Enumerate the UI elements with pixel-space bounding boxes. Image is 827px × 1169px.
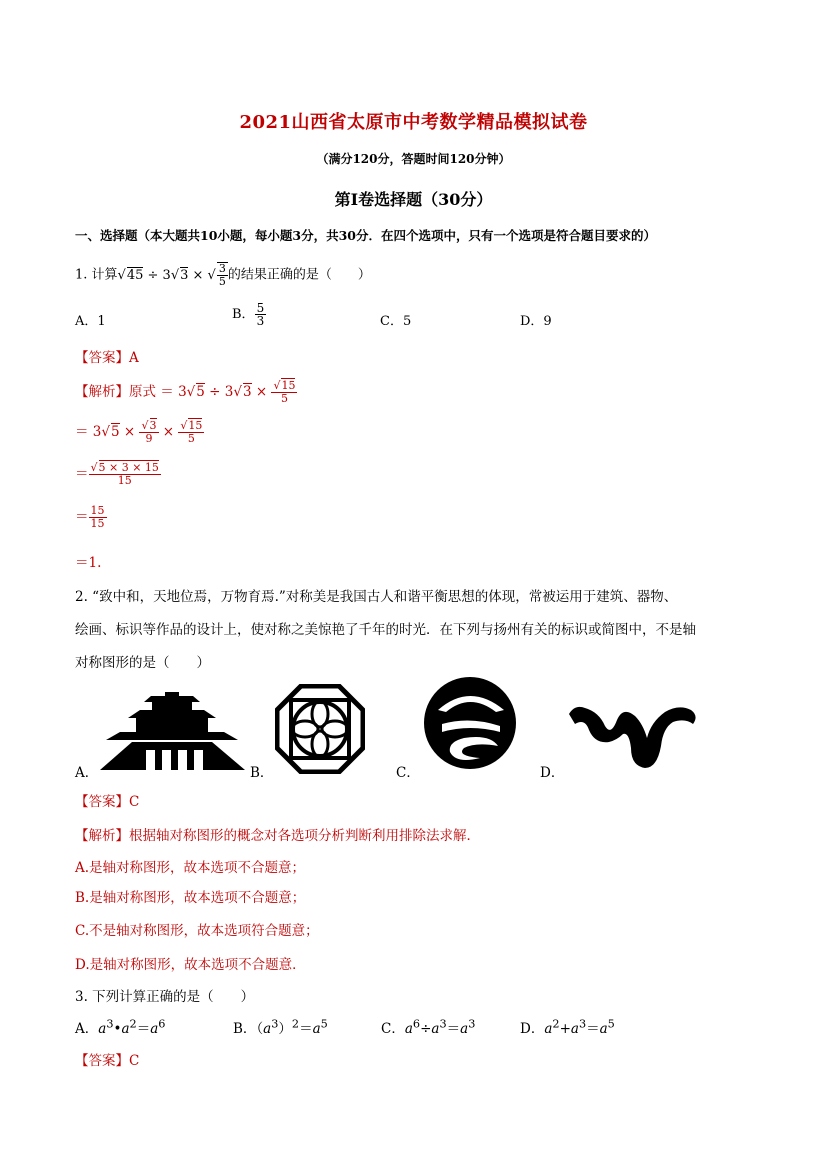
q1-answer: 【答案】A	[75, 350, 139, 366]
part-heading: 一、选择题（本大题共10小题，每小题3分，共30分．在四个选项中，只有一个选项是符合题目要求的）	[75, 228, 656, 243]
q2-option-c: C．	[396, 765, 420, 781]
section-heading: 第I卷选择题（30分）	[334, 190, 493, 209]
q2-stem-line3: 对称图形的是（ ）	[75, 655, 210, 671]
curl-shape-figure	[565, 702, 700, 772]
q3-stem: 3. 下列计算正确的是（ ）	[75, 989, 255, 1005]
q1-option-b-den: 3	[256, 314, 265, 328]
q1-option-c: C．5	[380, 314, 412, 329]
q3-option-a: A．$a^3•a^2=a^6$	[75, 1017, 166, 1037]
q1-option-b-num: 5	[256, 301, 265, 315]
question-1-stem	[75, 262, 371, 288]
q2-option-d: D．	[540, 765, 565, 781]
q1-prefix: 1. 计算	[75, 267, 118, 283]
q3-option-d: D．$a^2+a^3=a^5$	[520, 1017, 615, 1037]
q2-analysis-c: C.不是轴对称图形，故本选项符合题意；	[75, 923, 319, 939]
q2-answer: 【答案】C	[75, 794, 140, 810]
q1-analysis-result: ＝1.	[75, 555, 102, 571]
page-subtitle: （满分120分，答题时间120分钟）	[316, 152, 511, 166]
q1-suffix: 的结果正确的是（ ）	[227, 267, 371, 283]
q2-stem-line1: 2. “致中和，天地位焉，万物育焉.”对称美是我国古人和谐平衡思想的体现，常被运用于建筑、器物、	[75, 589, 678, 605]
q2-analysis-a: A.是轴对称图形，故本选项不合题意；	[75, 860, 306, 876]
q1-option-d: D．9	[520, 314, 552, 329]
q1-option-a: A．1	[75, 314, 106, 329]
q2-option-a: A．	[75, 765, 99, 781]
q1-expression: √45 ÷ 3√3 × √ $\frac{3}{5}$	[117, 262, 226, 288]
q1-analysis-line3: ＝ $\frac{√5 \times 3 \times 15}{15}$	[75, 461, 159, 487]
q3-option-b: B．$(a^3)^2=a^5$	[233, 1017, 328, 1037]
q1-analysis-line1: 【解析】原式 ＝ 3√5 ÷ 3√3 × $\frac{√15}{5}$	[75, 379, 296, 405]
q3-answer: 【答案】C	[75, 1053, 140, 1069]
page-title: 2021山西省太原市中考数学精品模拟试卷	[239, 112, 588, 133]
q3-option-c: C．$a^6\div a^3=a^3$	[381, 1017, 476, 1037]
pavilion-figure	[100, 690, 245, 772]
q1-analysis-line2: ＝ 3√5 × $\frac{√3}{9}$ × $\frac{√15}{5}$	[75, 419, 203, 445]
q2-analysis-b: B.是轴对称图形，故本选项不合题意；	[75, 890, 306, 906]
q1-analysis-line4: ＝ $\frac{15}{15}$	[75, 504, 105, 530]
q2-analysis: 【解析】根据轴对称图形的概念对各选项分析判断利用排除法求解．	[75, 828, 480, 844]
q2-stem-line2: 绘画、标识等作品的设计上，使对称之美惊艳了千年的时光．在下列与扬州有关的标识或简图中，不是轴	[75, 622, 696, 638]
q2-analysis-d: D.是轴对称图形，故本选项不合题意．	[75, 957, 306, 973]
octagon-window-figure	[275, 684, 365, 774]
round-emblem-figure	[420, 676, 522, 772]
q1-analysis-label: 【解析】原式	[75, 384, 156, 400]
q2-option-b: B．	[250, 765, 274, 781]
q1-option-b-label: B．	[232, 307, 255, 322]
q1-option-b	[232, 302, 266, 327]
